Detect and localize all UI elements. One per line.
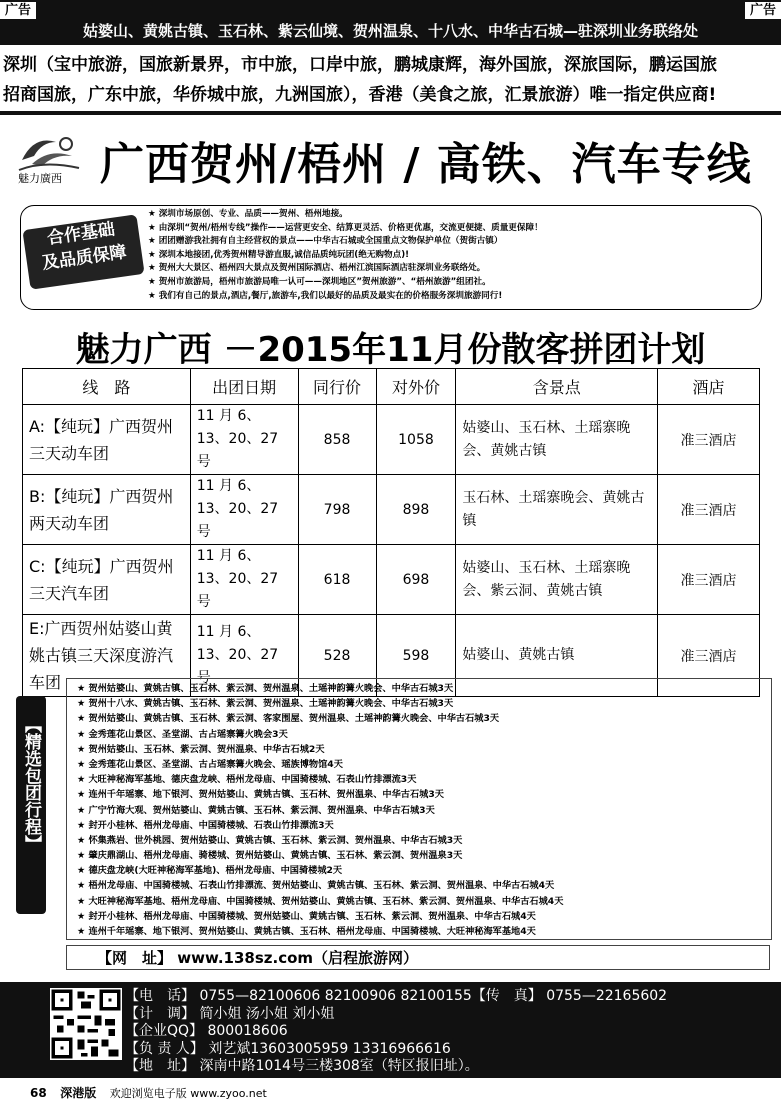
route-cell: C:【纯玩】广西贺州三天汽车团 xyxy=(23,545,191,615)
feature-item: ★ 贺州市旅游局，梧州市旅游局唯一认可——深圳地区”贺州旅游”、“梧州旅游”组团社。 xyxy=(148,276,491,287)
itinerary-list xyxy=(67,679,771,939)
hotel-cell: 准三酒店 xyxy=(658,405,760,475)
route-cell: E:广西贺州姑婆山黄姚古镇三天深度游汽车团 xyxy=(23,615,191,697)
header-peer-price: 同行价 xyxy=(298,369,376,405)
address-line: 【地 址】 深南中路1014号三楼308室（特区报旧址）。 xyxy=(125,1058,479,1074)
table-header-row xyxy=(23,369,760,405)
qq-line: 【企业QQ】 800018606 xyxy=(125,1023,288,1039)
route-cell: B:【纯玩】广西贺州两天动车团 xyxy=(23,475,191,545)
list-item: ★ 德庆盘龙峡(大旺神秘海军基地)、梧州龙母庙、中国骑楼城2天 xyxy=(77,863,771,878)
consultant-line: 【计 调】 简小姐 汤小姐 刘小姐 xyxy=(125,1005,335,1022)
list-item: ★ 大旺神秘海军基地、德庆盘龙峡、梧州龙母庙、中国骑楼城、石表山竹排漂流3天 xyxy=(77,772,771,787)
dates-cell: 11 月 6、13、20、27 号 xyxy=(190,405,298,475)
feature-item: ★ 贺州大大景区、梧州四大景点及贺州国际酒店、梧州江滨国际酒店驻深圳业务联络处。 xyxy=(148,263,486,274)
peer-price-cell: 858 xyxy=(298,405,376,475)
list-item: ★ 梧州龙母庙、中国骑楼城、石表山竹排漂流、贺州姑婆山、黄姚古镇、玉石林、紫云洞、贺州温泉、中华古石城4天 xyxy=(77,878,771,893)
scenic-cell: 姑婆山、玉石林、土瑶寨晚会、紫云洞、黄姚古镇 xyxy=(456,545,658,615)
feature-item: ★ 深圳市场原创、专业、品质——贺州、梧州地接。 xyxy=(148,209,348,219)
list-item: ★ 大旺神秘海军基地、梧州龙母庙、中国骑楼城、贺州姑婆山、黄姚古镇、玉石林、紫云洞、贺州温泉、中华古石城4天 xyxy=(77,894,771,909)
website-link[interactable]: 【网 址】 www.138sz.com（启程旅游网） xyxy=(66,945,770,970)
logo-text: 魅力廣西 xyxy=(18,172,62,185)
badge-line-2: 及品质保障 xyxy=(40,242,128,274)
ad-tag-left: 广告 xyxy=(0,2,36,19)
hotel-cell: 准三酒店 xyxy=(658,615,760,697)
qr-code xyxy=(50,988,122,1060)
retail-price-cell: 698 xyxy=(376,545,456,615)
itinerary-box xyxy=(66,678,772,940)
list-item: ★ 贺州十八水、黄姚古镇、玉石林、紫云洞、贺州温泉、土瑶神韵篝火晚会、中华古石城3天 xyxy=(77,696,771,711)
agencies-line-2: 招商国旅，广东中旅，华侨城中旅，九洲国旅），香港（美食之旅，汇景旅游）唯一指定供应商! xyxy=(3,85,717,105)
phone-line: 【电 话】 0755—82100606 82100906 82100155【传 真】 0755—22165602 xyxy=(125,988,668,1004)
table-row xyxy=(23,545,760,615)
scenic-cell: 姑婆山、黄姚古镇 xyxy=(456,615,658,697)
list-item: ★ 金秀莲花山景区、圣堂湖、古占瑶寨篝火晚会3天 xyxy=(77,727,771,742)
feature-item: ★ 团团赠游我社拥有自主经营权的景点——中华古石城或全国重点文物保护单位（贺街古镇） xyxy=(148,236,503,247)
retail-price-cell: 1058 xyxy=(376,405,456,475)
retail-price-cell: 898 xyxy=(376,475,456,545)
hotel-cell: 准三酒店 xyxy=(658,475,760,545)
header-dates: 出团日期 xyxy=(190,369,298,405)
peer-price-cell: 528 xyxy=(298,615,376,697)
header-hotel: 酒店 xyxy=(658,369,760,405)
features-list xyxy=(148,208,543,303)
scenic-cell: 姑婆山、玉石林、土瑶寨晚会、黄姚古镇 xyxy=(456,405,658,475)
itinerary-label-text: 【精选包团行程】 xyxy=(21,716,41,852)
header-scenic: 含景点 xyxy=(456,369,658,405)
peer-price-cell: 798 xyxy=(298,475,376,545)
list-item: ★ 连州千年瑶寨、地下银河、贺州姑婆山、黄姚古镇、玉石林、贺州温泉、中华古石城3天 xyxy=(77,787,771,802)
dates-cell: 11 月 6、13、20、27 号 xyxy=(190,475,298,545)
header-retail-price: 对外价 xyxy=(376,369,456,405)
dates-cell: 11 月 6、13、20、27 号 xyxy=(190,615,298,697)
list-item: ★ 金秀莲花山景区、圣堂湖、古占瑶寨篝火晚会、瑶族博物馆4天 xyxy=(77,757,771,772)
list-item: ★ 怀集燕岩、世外桃园、贺州姑婆山、黄姚古镇、玉石林、紫云洞、贺州温泉、中华古石城3天 xyxy=(77,833,771,848)
list-item: ★ 封开小桂林、梧州龙母庙、中国骑楼城、石表山竹排漂流3天 xyxy=(77,818,771,833)
table-row xyxy=(23,475,760,545)
agencies-line-1: 深圳（宝中旅游，国旅新景界，市中旅，口岸中旅，鹏城康辉，海外国旅，深旅国际，鹏运国旅 xyxy=(3,55,717,75)
retail-price-cell: 598 xyxy=(376,615,456,697)
hotel-cell: 准三酒店 xyxy=(658,545,760,615)
itinerary-label xyxy=(16,696,46,914)
browse-link[interactable]: 欢迎浏览电子版 www.zyoo.net xyxy=(109,1087,267,1100)
feature-item: ★ 由深圳“贺州/梧州专线”操作——运营更安全、结算更灵活、价格更优惠，交流更便捷、质量更保障！ xyxy=(148,222,543,233)
edition-label: 深港版 xyxy=(60,1086,97,1100)
ad-tag-right: 广告 xyxy=(745,2,781,19)
dates-cell: 11 月 6、13、20、27 号 xyxy=(190,545,298,615)
manager-line: 【负 责 人】 刘艺斌13603005959 13316966616 xyxy=(125,1040,451,1057)
badge-line-1: 合作基础 xyxy=(45,219,117,249)
page-title: 广西贺州/梧州 / 高铁、汽车专线 xyxy=(100,139,752,190)
feature-item: ★ 我们有自己的景点,酒店,餐厅,旅游车,我们以最好的品质及最实在的价格服务深圳旅游同行! xyxy=(148,290,503,301)
peer-price-cell: 618 xyxy=(298,545,376,615)
contact-info xyxy=(125,988,667,1076)
table-row xyxy=(23,405,760,475)
list-item: ★ 广宁竹海大观、贺州姑婆山、黄姚古镇、玉石林、紫云洞、贺州温泉、中华古石城3天 xyxy=(77,803,771,818)
list-item: ★ 贺州姑婆山、黄姚古镇、玉石林、紫云洞、客家围屋、贺州温泉、土瑶神韵篝火晚会、中华古石城3天 xyxy=(77,711,771,726)
list-item: ★ 肇庆鼎湖山、梧州龙母庙、骑楼城、贺州姑婆山、黄姚古镇、玉石林、紫云洞、贺州温泉3天 xyxy=(77,848,771,863)
plan-title: 魅力广西 －2015年11月份散客拼团计划 xyxy=(75,330,706,370)
attractions-line: 姑婆山、黄姚古镇、玉石林、紫云仙境、贺州温泉、十八水、中华古石城—驻深圳业务联络处 xyxy=(82,22,698,40)
list-item: ★ 连州千年瑶寨、地下银河、贺州姑婆山、黄姚古镇、玉石林、梧州龙母庙、中国骑楼城、大旺神秘海军基地4天 xyxy=(77,924,771,939)
header-route: 线 路 xyxy=(23,369,191,405)
page-footer xyxy=(30,1084,267,1101)
page-number: 68 xyxy=(30,1086,47,1100)
list-item: ★ 贺州姑婆山、黄姚古镇、玉石林、紫云洞、贺州温泉、土瑶神韵篝火晚会、中华古石城3天 xyxy=(77,681,771,696)
list-item: ★ 贺州姑婆山、玉石林、紫云洞、贺州温泉、中华古石城2天 xyxy=(77,742,771,757)
feature-item: ★ 深圳本地接团,优秀贺州精导游直服,诚信品质纯玩团(绝无购物点)! xyxy=(148,249,410,260)
scenic-cell: 玉石林、土瑶寨晚会、黄姚古镇 xyxy=(456,475,658,545)
list-item: ★ 封开小桂林、梧州龙母庙、中国骑楼城、贺州姑婆山、黄姚古镇、玉石林、紫云洞、贺州温泉、中华古石城4天 xyxy=(77,909,771,924)
routes-table xyxy=(22,368,760,697)
route-cell: A:【纯玩】广西贺州三天动车团 xyxy=(23,405,191,475)
